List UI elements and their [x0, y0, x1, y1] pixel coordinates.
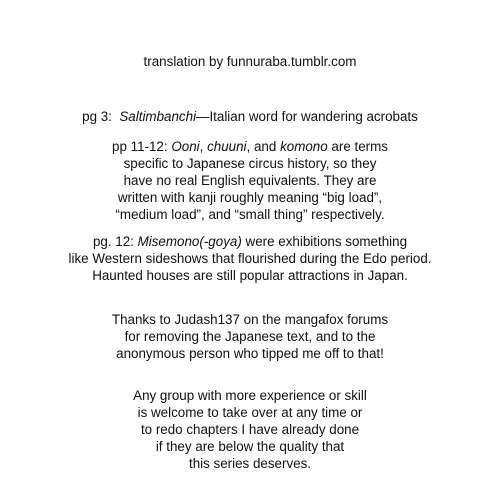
takeover-offer-paragraph	[0, 387, 500, 472]
note-prefix: pg. 12:	[92, 234, 138, 249]
note-text: —Italian word for wandering acrobats	[196, 109, 418, 124]
translation-credit	[0, 53, 500, 70]
note-term: chuuni	[207, 139, 247, 154]
note-text: were exhibitions something	[241, 234, 408, 249]
note-term: Saltimbanchi	[119, 109, 197, 124]
note-line	[0, 138, 500, 155]
offer-line: to redo chapters I have already done	[140, 422, 360, 437]
note-term: komono	[280, 139, 328, 154]
note-prefix: pg 3:	[82, 109, 112, 124]
note-pg3	[0, 108, 500, 125]
offer-line: if they are below the quality that	[155, 439, 345, 454]
offer-line: Any group with more experience or skill	[133, 388, 367, 403]
note-pp11-12	[0, 138, 500, 223]
note-prefix: pp 11-12:	[112, 139, 172, 154]
credit-line: translation by funnuraba.tumblr.com	[143, 54, 357, 69]
note-pg3-line	[0, 108, 500, 125]
note-line: “medium load”, and “small thing” respectively.	[115, 207, 385, 222]
note-line	[0, 233, 500, 250]
note-line: specific to Japanese circus history, so they	[123, 156, 377, 171]
thanks-line: for removing the Japanese text, and to the	[124, 329, 376, 344]
note-separator: , and	[246, 139, 281, 154]
note-pg12	[0, 233, 500, 284]
note-line: Haunted houses are still popular attractions in Japan.	[92, 268, 408, 283]
note-line: written with kanji roughly meaning “big load”,	[117, 190, 383, 205]
thanks-paragraph	[0, 311, 500, 362]
offer-line: this series deserves.	[188, 456, 312, 471]
note-text: are terms	[327, 139, 388, 154]
note-term: Misemono(-goya)	[137, 234, 242, 249]
note-separator: ,	[199, 139, 208, 154]
offer-line: is welcome to take over at any time or	[137, 405, 363, 420]
note-line: like Western sideshows that flourished during the Edo period.	[68, 251, 432, 266]
note-line: have no real English equivalents. They are	[123, 173, 377, 188]
thanks-line: Thanks to Judash137 on the mangafox forums	[111, 312, 389, 327]
thanks-line: anonymous person who tipped me off to that!	[116, 346, 384, 361]
note-term: Ooni	[171, 139, 200, 154]
